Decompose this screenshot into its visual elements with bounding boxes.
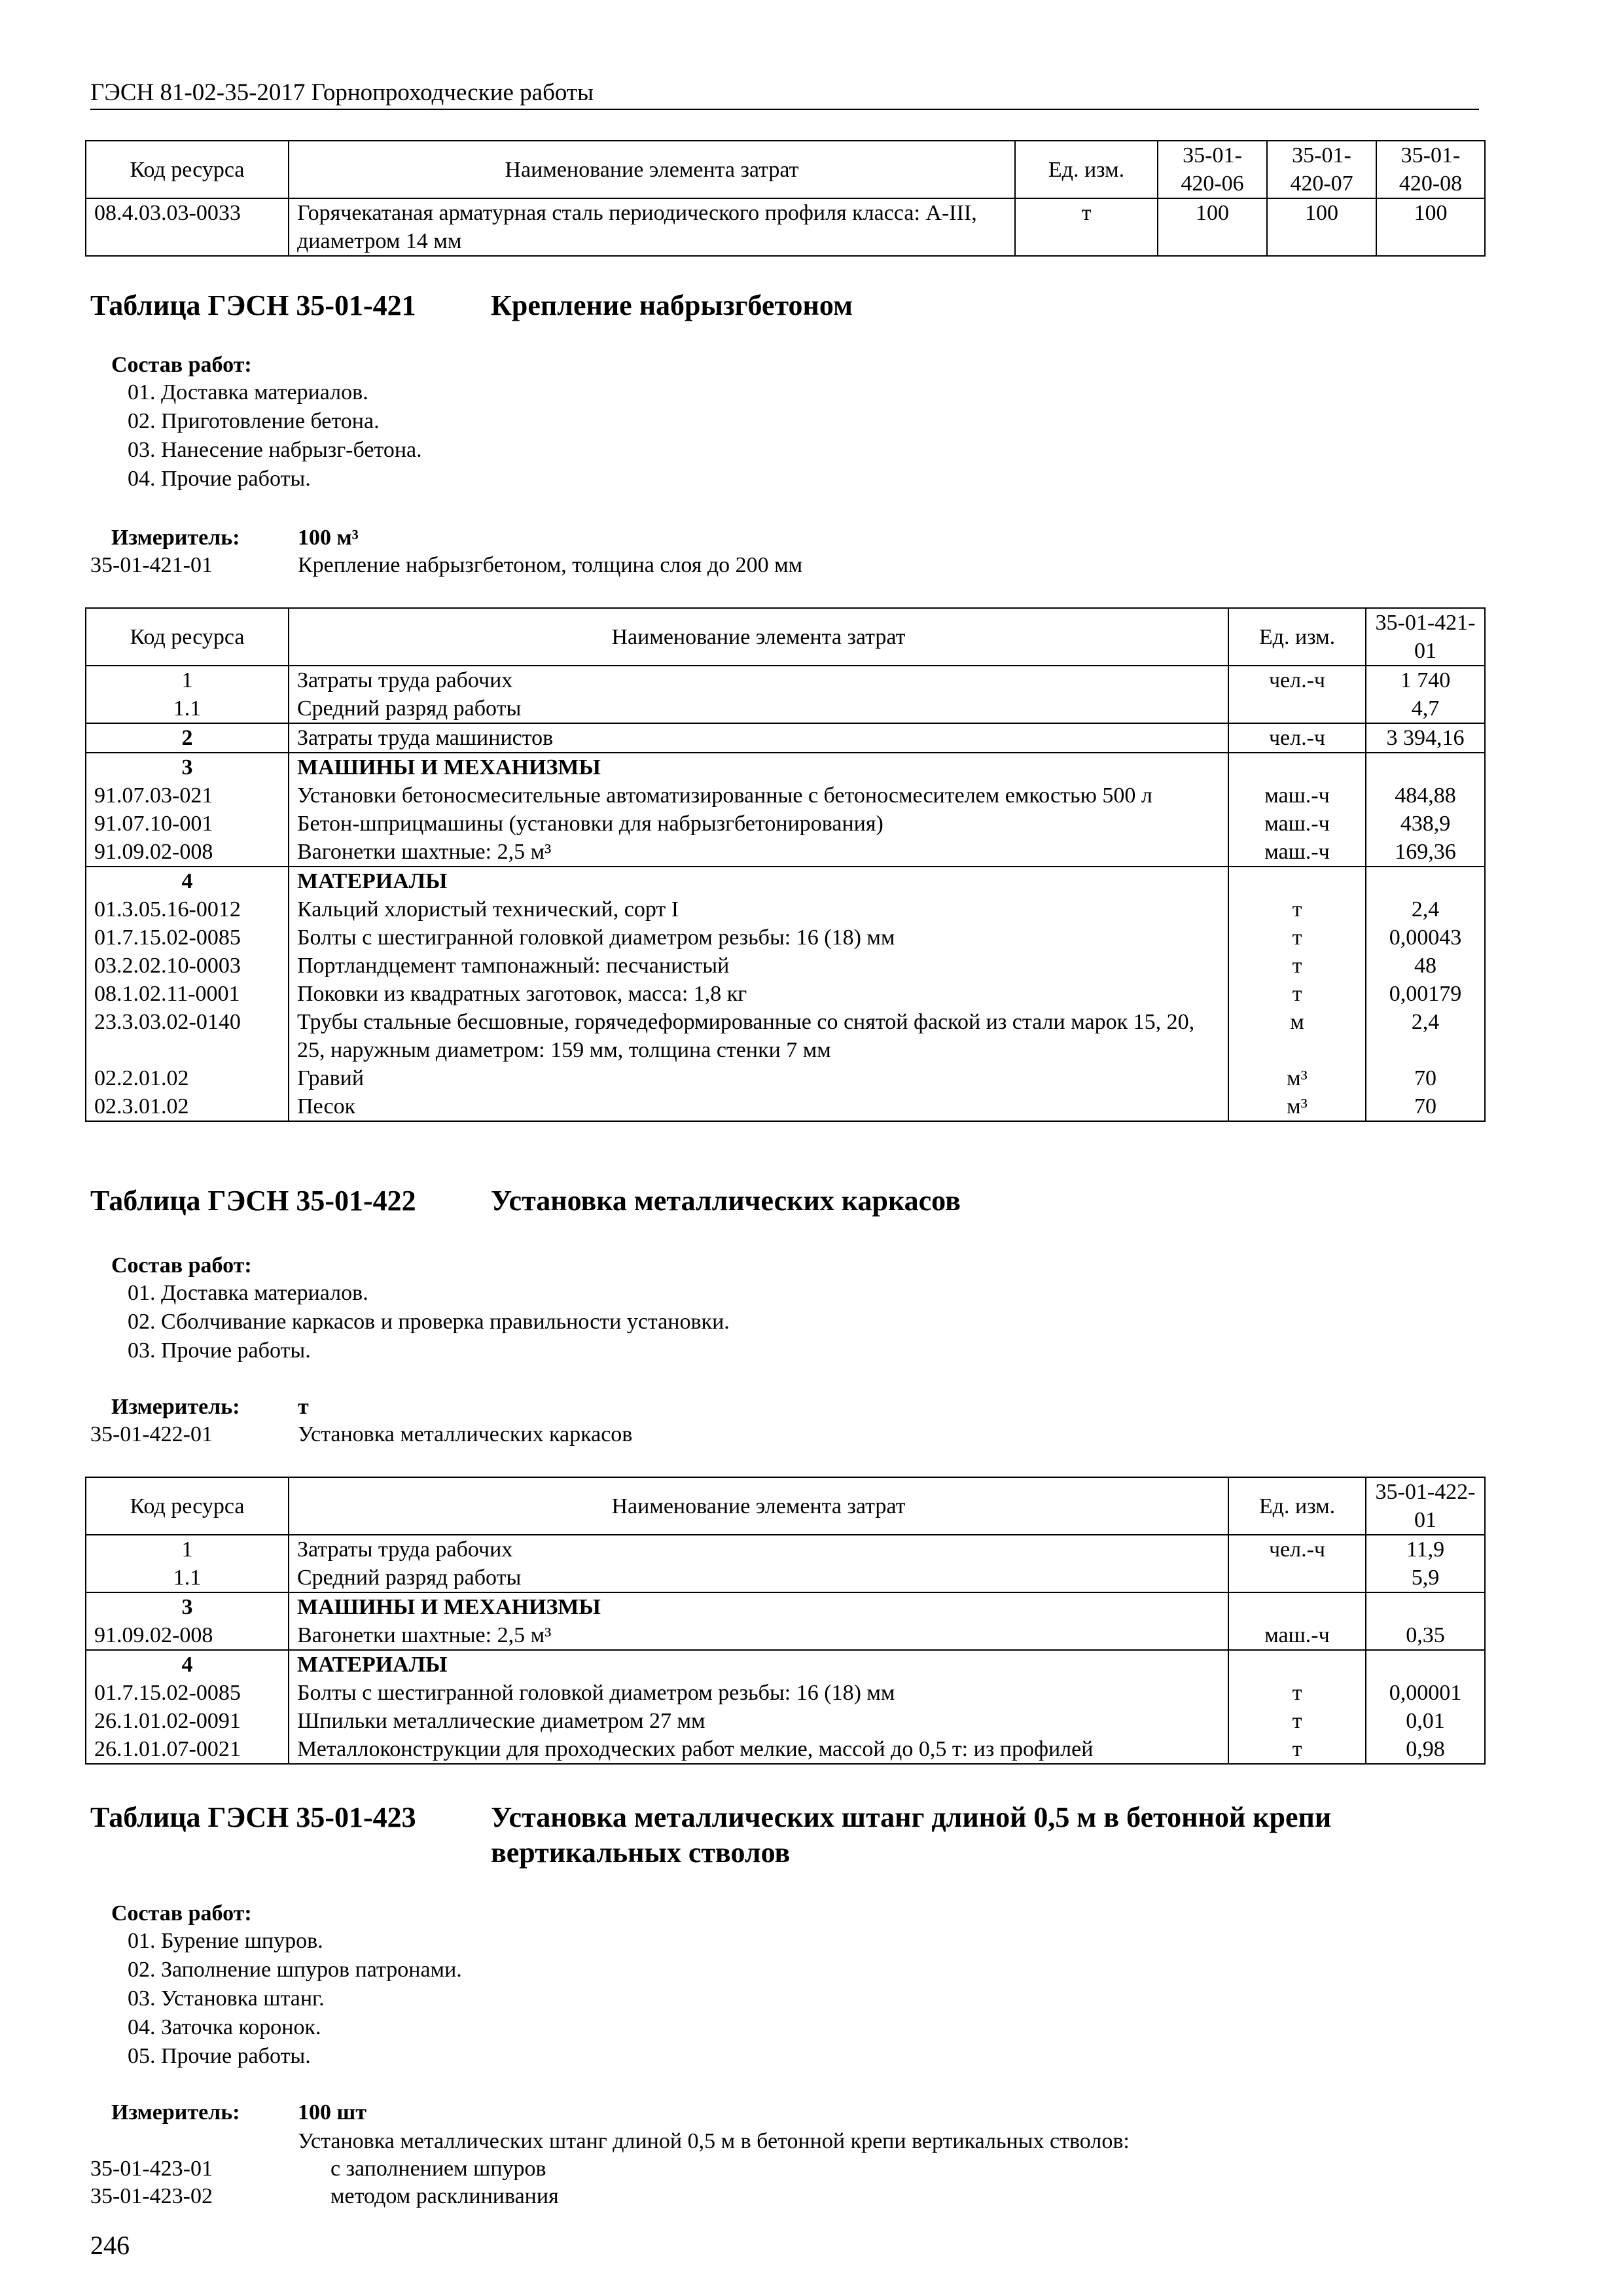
table-header-row bbox=[86, 141, 1485, 198]
norm-description: с заполнением шпуров bbox=[330, 2157, 546, 2181]
norm-description: Крепление набрызгбетоном, толщина слоя до 200 мм bbox=[298, 553, 803, 577]
composition-label: Состав работ: bbox=[111, 1901, 252, 1926]
table-row: 03.2.02.10-0003 Портландцемент тампонажный: песчанистый т 48 bbox=[86, 952, 1485, 980]
list-item: 03. Прочие работы. bbox=[128, 1338, 311, 1363]
composition-list bbox=[128, 1927, 462, 2071]
header-rule bbox=[90, 109, 1479, 110]
col-norm-header: 35-01-422-01 bbox=[1366, 1477, 1485, 1535]
list-item: 02. Приготовление бетона. bbox=[128, 409, 380, 433]
measurer-value: 100 шт bbox=[298, 2100, 366, 2125]
norm-code: 35-01-422-01 bbox=[90, 1422, 213, 1446]
list-item: 04. Заточка коронок. bbox=[128, 2015, 321, 2039]
col-code-header: Код ресурса bbox=[86, 141, 289, 198]
col-name-header: Наименование элемента затрат bbox=[289, 141, 1015, 198]
table-row: 01.3.05.16-0012 Кальций хлористый технический, сорт I т 2,4 bbox=[86, 895, 1485, 924]
list-item: 01. Доставка материалов. bbox=[128, 380, 368, 404]
measurer-label: Измеритель: bbox=[111, 2100, 240, 2125]
composition-list bbox=[128, 378, 422, 493]
table-row: 3 МАШИНЫ И МЕХАНИЗМЫ bbox=[86, 1592, 1485, 1621]
table-row: 02.2.01.02 Гравий м³ 70 bbox=[86, 1064, 1485, 1092]
page-number: 246 bbox=[90, 2231, 130, 2260]
norm-group-description: Установка металлических штанг длиной 0,5 м в бетонной крепи вертикальных стволов: bbox=[298, 2129, 1130, 2153]
col-code-header: Код ресурса bbox=[86, 608, 289, 666]
list-item: 01. Доставка материалов. bbox=[128, 1281, 368, 1305]
table-header-row bbox=[86, 1477, 1485, 1535]
table-row: 91.07.10-001 Бетон-шприцмашины (установки для набрызгбетонирования) маш.-ч 438,9 bbox=[86, 810, 1485, 838]
composition-label: Состав работ: bbox=[111, 353, 252, 377]
measurer-label: Измеритель: bbox=[111, 526, 240, 550]
composition-label: Состав работ: bbox=[111, 1253, 252, 1278]
norm-code: 35-01-423-01 bbox=[90, 2157, 213, 2181]
table-row: 4 МАТЕРИАЛЫ bbox=[86, 1650, 1485, 1679]
list-item: 04. Прочие работы. bbox=[128, 467, 311, 491]
table-row: 91.07.03-021 Установки бетоносмесительные автоматизированные с бетоносмесителем емкостью 500 л маш.-ч 484,88 bbox=[86, 781, 1485, 810]
col-norm-header: 35-01-421-01 bbox=[1366, 608, 1485, 666]
document-page: ГЭСН 81-02-35-2017 Горнопроходческие работы Код ресурса Наименование элемента затрат Ед. изм. 35-01-420-06 35-01-420-07 35-01-420-08 08.4.03.03-0033 Горячекатаная арматурная сталь периодического профиля класса: А-III, диаметром 14 мм т 100 100 100 Таблица ГЭСН 35-01-421 Крепление набрызгбетоном Состав работ: 01. Доставка материалов. 02. Приготовление бетона. 03. Нанесение набрызг-бетона. 04. Прочие работы. Измеритель: 100 м³ 35-01-421-01 Крепление набрызгбетоном, толщина слоя до 200 мм Код ресурса Наименование элемента затрат Ед. изм. 35-01-421-01 1 Затраты труда рабочих чел.-ч 1 740 1.1 Средний разряд работы 4,7 2 Затраты труда машинистов чел.-ч 3 394,16 3 МАШИНЫ И МЕХАНИЗМЫ 91.07.03-021 Установки бетоносмесительные автоматизированные с бетоносмесителем емкостью 500 л маш.-ч 484,88 91.07.10-001 Бетон-шприцмашины (установки для набрызгбетонирования) маш.-ч 438,9 91.09.02-008 Вагонетки шахтные: 2,5 м³ маш.-ч 169,36 4 МАТЕРИАЛЫ 01.3.05.16-0012 Кальций хлористый технический, сорт I т 2,4 01.7.15.02-0085 Болты с шестигранной головкой диаметром резьбы: 16 (18) мм т 0,00043 03.2.02.10-0003 Портландцемент тампонажный: песчанистый т 48 08.1.02.11-0001 Поковки из квадратных заготовок, масса: 1,8 кг т 0,00179 23.3.03.02-0140 Трубы стальные бесшовные, горячедеформированные со снятой фаской из стали марок 15, 20, 25, наружным диаметром: 159 мм, толщина стенки 7 мм м 2,4 02.2.01.02 Гравий м³ 70 02.3.01.02 Песок м³ 70 Таблица ГЭСН 35-01-422 Установка металлических каркасов Состав работ: 01. Доставка материалов. 02. Сболчивание каркасов и проверка правильности установки. 03. Прочие работы. Измеритель: т 35-01-422-01 Установка металлических каркасов Код ресурса Наименование элемента затрат Ед. изм. 35-01-422-01 1 Затраты труда рабочих чел.-ч 11,9 1.1 Средний разряд работы 5,9 3 МАШИНЫ И МЕХАНИЗМЫ 91.09.02-008 Вагонетки шахтные: 2,5 м³ маш.-ч 0,35 4 МАТЕРИАЛЫ 01.7.15.02-0085 Болты с шестигранной головкой диаметром резьбы: 16 (18) мм т 0,00001 26.1.01.02-0091 Шпильки металлические диаметром 27 мм т 0,01 26.1.01.07-0021 Металлоконструкции для проходческих работ мелкие, массой до 0,5 т: из профилей т 0,98 Таблица ГЭСН 35-01-423 Установка металлических штанг длиной 0,5 м в бетонной крепи вертикальных стволов Состав работ: 01. Бурение шпуров. 02. Заполнение шпуров патронами. 03. Установка штанг. 04. Заточка коронок. 05. Прочие работы. Измеритель: 100 шт Установка металлических штанг длиной 0,5 м в бетонной крепи вертикальных стволов: 35-01-423-01 с заполнением шпуров 35-01-423-02 методом расклинивания 246 bbox=[0, 0, 1623, 2296]
col-name-header: Наименование элемента затрат bbox=[289, 608, 1228, 666]
col-norm-header: 35-01-420-08 bbox=[1376, 141, 1485, 198]
table-row: 91.09.02-008 Вагонетки шахтные: 2,5 м³ маш.-ч 0,35 bbox=[86, 1621, 1485, 1650]
table-row: 1 Затраты труда рабочих чел.-ч 1 740 bbox=[86, 666, 1485, 694]
table-421 bbox=[85, 607, 1486, 1122]
measurer-label: Измеритель: bbox=[111, 1395, 240, 1419]
measurer-value: т bbox=[298, 1395, 309, 1419]
col-code-header: Код ресурса bbox=[86, 1477, 289, 1535]
table-header-row bbox=[86, 608, 1485, 666]
table-row: 01.7.15.02-0085 Болты с шестигранной головкой диаметром резьбы: 16 (18) мм т 0,00001 bbox=[86, 1679, 1485, 1707]
list-item: 02. Заполнение шпуров патронами. bbox=[128, 1958, 462, 1982]
col-unit-header: Ед. изм. bbox=[1228, 608, 1366, 666]
table-row: 08.4.03.03-0033 Горячекатаная арматурная сталь периодического профиля класса: А-III, диаметром 14 мм т 100 100 100 bbox=[86, 198, 1485, 256]
table-row: 08.1.02.11-0001 Поковки из квадратных заготовок, масса: 1,8 кг т 0,00179 bbox=[86, 980, 1485, 1008]
table-420-continuation bbox=[85, 140, 1486, 257]
col-norm-header: 35-01-420-06 bbox=[1158, 141, 1267, 198]
table-row: 26.1.01.02-0091 Шпильки металлические диаметром 27 мм т 0,01 bbox=[86, 1707, 1485, 1735]
list-item: 02. Сболчивание каркасов и проверка правильности установки. bbox=[128, 1310, 730, 1334]
list-item: 05. Прочие работы. bbox=[128, 2044, 311, 2068]
col-name-header: Наименование элемента затрат bbox=[289, 1477, 1228, 1535]
table-422 bbox=[85, 1477, 1486, 1765]
norm-description: методом расклинивания bbox=[330, 2184, 559, 2208]
table-row: 02.3.01.02 Песок м³ 70 bbox=[86, 1092, 1485, 1121]
running-header: ГЭСН 81-02-35-2017 Горнопроходческие работы bbox=[90, 79, 594, 106]
table-row: 4 МАТЕРИАЛЫ bbox=[86, 867, 1485, 895]
norm-code: 35-01-423-02 bbox=[90, 2184, 213, 2208]
table-row: 1.1 Средний разряд работы 4,7 bbox=[86, 694, 1485, 723]
table-row: 1 Затраты труда рабочих чел.-ч 11,9 bbox=[86, 1535, 1485, 1564]
col-unit-header: Ед. изм. bbox=[1228, 1477, 1366, 1535]
col-norm-header: 35-01-420-07 bbox=[1267, 141, 1376, 198]
norm-description: Установка металлических каркасов bbox=[298, 1422, 633, 1446]
table-row: 1.1 Средний разряд работы 5,9 bbox=[86, 1564, 1485, 1592]
table-row: 01.7.15.02-0085 Болты с шестигранной головкой диаметром резьбы: 16 (18) мм т 0,00043 bbox=[86, 924, 1485, 952]
table-row: 91.09.02-008 Вагонетки шахтные: 2,5 м³ маш.-ч 169,36 bbox=[86, 838, 1485, 867]
col-unit-header: Ед. изм. bbox=[1015, 141, 1158, 198]
list-item: 03. Установка штанг. bbox=[128, 1986, 325, 2011]
list-item: 01. Бурение шпуров. bbox=[128, 1929, 323, 1953]
table-row: 23.3.03.02-0140 Трубы стальные бесшовные, горячедеформированные со снятой фаской из стали марок 15, 20, 25, наружным диаметром: 159 мм, толщина стенки 7 мм м 2,4 bbox=[86, 1008, 1485, 1064]
table-row: 26.1.01.07-0021 Металлоконструкции для проходческих работ мелкие, массой до 0,5 т: из профилей т 0,98 bbox=[86, 1735, 1485, 1764]
norm-code: 35-01-421-01 bbox=[90, 553, 213, 577]
composition-list bbox=[128, 1279, 730, 1365]
list-item: 03. Нанесение набрызг-бетона. bbox=[128, 438, 422, 462]
measurer-value: 100 м³ bbox=[298, 526, 359, 550]
table-row: 2 Затраты труда машинистов чел.-ч 3 394,16 bbox=[86, 723, 1485, 753]
table-row: 3 МАШИНЫ И МЕХАНИЗМЫ bbox=[86, 753, 1485, 781]
